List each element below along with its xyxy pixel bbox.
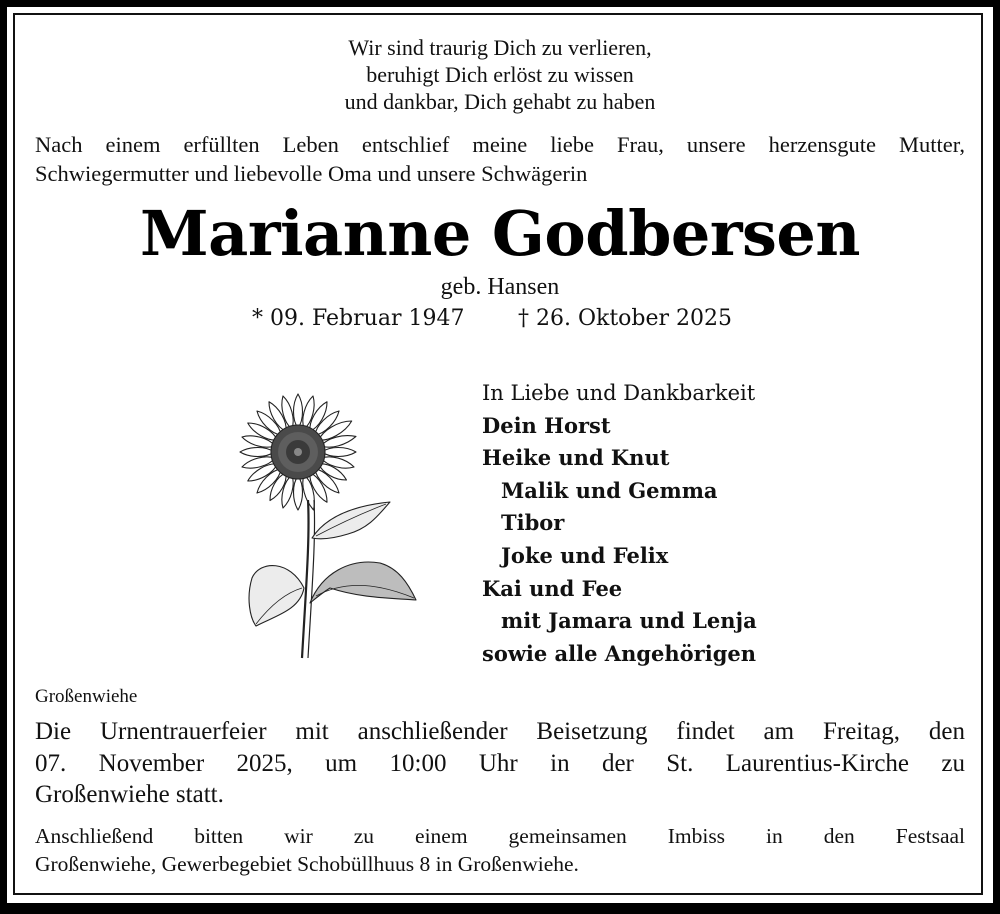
mourner: Heike und Knut <box>482 445 670 471</box>
reception-info <box>35 822 965 878</box>
place-name: Großenwiehe <box>35 686 138 707</box>
reception-line: Anschließend bitten wir zu einem gemeinsamen Imbiss in den Festsaal <box>35 824 965 848</box>
intro-text <box>35 130 965 188</box>
poem-line: und dankbar, Dich gehabt zu haben <box>344 89 656 114</box>
ceremony-info <box>35 716 965 811</box>
poem-line: Wir sind traurig Dich zu verlieren, <box>348 35 652 60</box>
mourners-list <box>482 377 757 670</box>
poem-line: beruhigt Dich erlöst zu wissen <box>366 62 634 87</box>
ceremony-line: Großenwiehe statt. <box>35 781 224 808</box>
mourners-heading: In Liebe und Dankbarkeit <box>482 381 756 405</box>
mourner: mit Jamara und Lenja <box>501 608 757 634</box>
sunflower-icon <box>230 388 430 668</box>
birth-name: geb. Hansen <box>440 274 560 300</box>
reception-line: Großenwiehe, Gewerbegebiet Schobüllhuus 8 in Großenwiehe. <box>35 852 579 876</box>
poem <box>0 34 1000 115</box>
death-date: † 26. Oktober 2025 <box>518 306 733 331</box>
birth-date: * 09. Februar 1947 <box>252 306 465 331</box>
mourner: Kai und Fee <box>482 575 623 601</box>
intro-line: Nach einem erfüllten Leben entschlief meine liebe Frau, unsere herzensgute Mutter, <box>35 132 965 157</box>
mourner: Tibor <box>501 510 565 536</box>
intro-line: Schwiegermutter und liebevolle Oma und unsere Schwägerin <box>35 161 588 186</box>
ceremony-line: Die Urnentrauerfeier mit anschließender Beisetzung findet am Freitag, den <box>35 718 965 745</box>
mourner: sowie alle Angehörigen <box>482 640 757 666</box>
ceremony-line: 07. November 2025, um 10:00 Uhr in der St. Laurentius-Kirche zu <box>35 749 965 777</box>
mourner: Malik und Gemma <box>501 477 718 503</box>
mourner: Dein Horst <box>482 412 611 438</box>
deceased-name: Marianne Godbersen <box>140 197 860 270</box>
mourner: Joke und Felix <box>501 542 669 568</box>
